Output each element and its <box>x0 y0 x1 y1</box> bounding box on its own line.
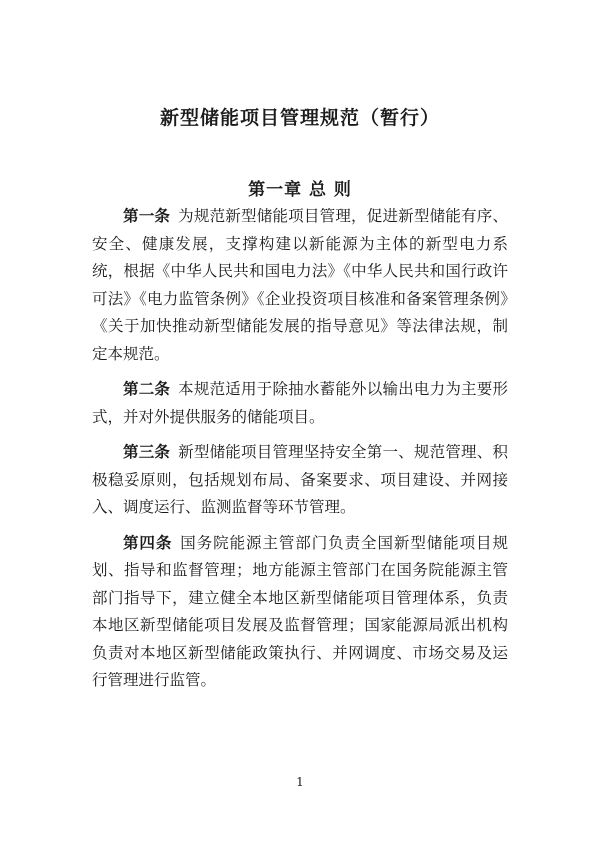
article-number: 第二条 <box>123 379 171 398</box>
article-2 <box>92 375 508 431</box>
page-number: 1 <box>296 775 304 789</box>
article-text: 为规范新型储能项目管理，促进新型储能有序、安全、健康发展，支撑构建以新能源为主体的新型电力系统，根据《中华人民共和国电力法》《中华人民共和国行政许可法》《电力监管条例》《企业投资项目核准和备案管理条例》《关于加快推动新型储能发展的指导意见》等法律法规，制定本规范。 <box>92 207 508 363</box>
article-3 <box>92 438 508 522</box>
document-title: 新型储能项目管理规范（暂行） <box>159 107 440 129</box>
article-number: 第四条 <box>123 532 173 552</box>
article-number: 第三条 <box>123 442 171 461</box>
document-body <box>92 202 508 702</box>
article-1 <box>92 202 508 368</box>
article-4 <box>92 529 508 695</box>
article-number: 第一条 <box>123 206 171 225</box>
article-text: 国务院能源主管部门负责全国新型储能项目规划、指导和监督管理；地方能源主管部门在国务院能源主管部门指导下，建立健全本地区新型储能项目管理体系，负责本地区新型储能项目发展及监督管理；国家能源局派出机构负责对本地区新型储能政策执行、并网调度、市场交易及运行管理进行监管。 <box>92 533 508 689</box>
article-text: 新型储能项目管理坚持安全第一、规范管理、积极稳妥原则，包括规划布局、备案要求、项目建设、并网接入、调度运行、监测监督等环节管理。 <box>92 443 508 516</box>
article-text: 本规范适用于除抽水蓄能外以输出电力为主要形式，并对外提供服务的储能项目。 <box>92 380 508 426</box>
chapter-title: 第一章 总 则 <box>248 180 352 200</box>
